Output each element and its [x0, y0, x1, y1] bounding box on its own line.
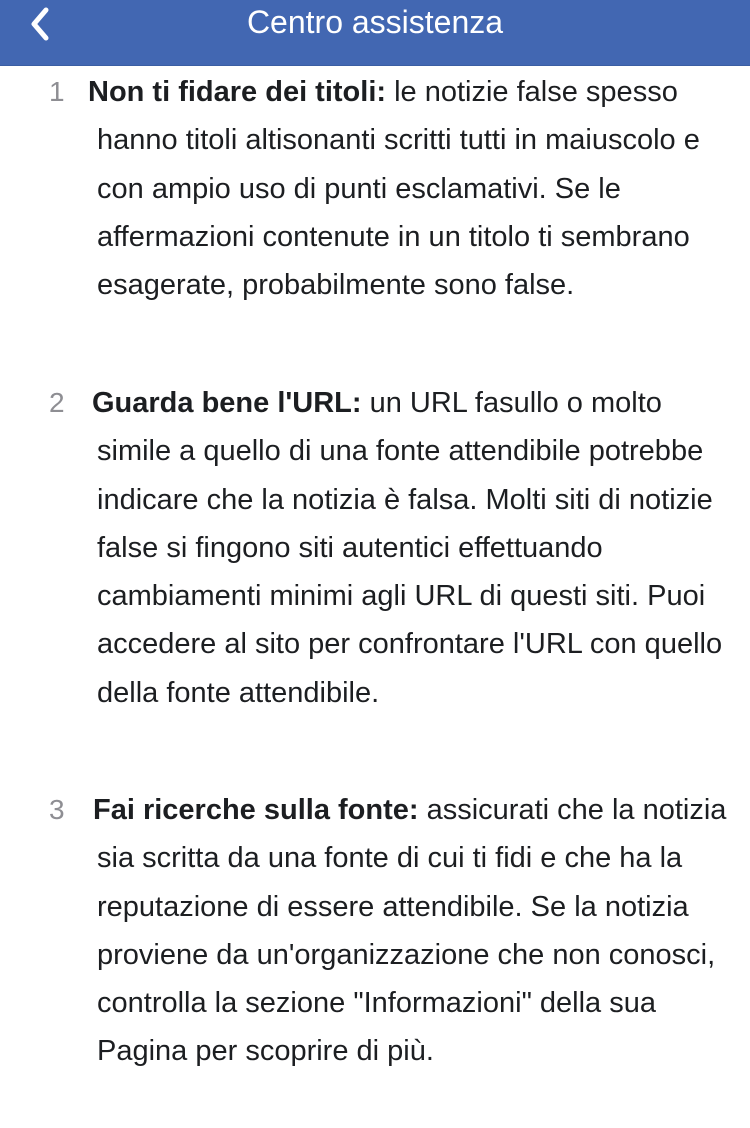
item-text [88, 68, 737, 309]
item-heading: Guarda bene l'URL: [92, 387, 362, 419]
item-heading: Fai ricerche sulla fonte: [93, 794, 419, 826]
item-heading: Non ti fidare dei titoli: [88, 76, 387, 108]
item-body: assicurati che la notizia sia scritta da una fonte di cui ti fidi e che ha la reputazione di essere attendibile. Se la notizia proviene da un'organizzazione che non conosci, controlla la sezione "Informazioni" della sua Pagina per scoprire di più. [97, 794, 727, 1068]
page-title: Centro assistenza [246, 4, 504, 40]
item-number: 1 [49, 76, 65, 107]
item-body: un URL fasullo o molto simile a quello di una fonte attendibile potrebbe indicare che la notizia è falsa. Molti siti di notizie false si fingono siti autentici effettuando cambiamenti minimi agli URL di questi siti. Puoi accedere al sito per confrontare l'URL con quello della fonte attendibile. [97, 387, 723, 709]
item-number: 3 [49, 794, 65, 825]
item-text [92, 379, 737, 717]
navigation-bar [0, 0, 750, 66]
item-body: le notizie false spesso hanno titoli altisonanti scritti tutti in maiuscolo e con ampio uso di punti esclamativi. Se le affermazioni contenute in un titolo ti sembrano esagerate, probabilmente sono false. [97, 76, 700, 302]
item-number: 2 [49, 387, 65, 418]
item-text [93, 786, 737, 1076]
